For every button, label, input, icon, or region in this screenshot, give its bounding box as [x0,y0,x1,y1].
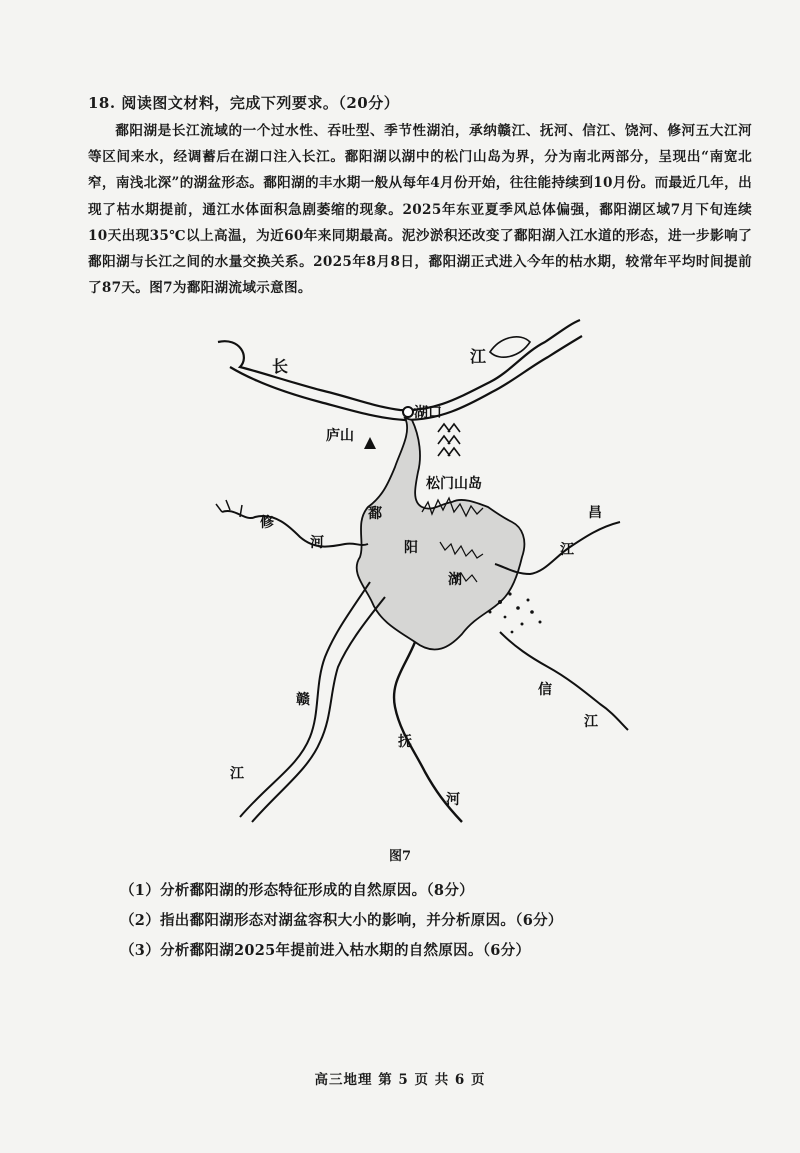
xin-river [500,632,628,730]
sub-question-1: （1）分析鄱阳湖的形态特征形成的自然原因。（8分） [120,882,474,899]
label-lushan: 庐山 [326,428,354,444]
label-hu: 湖 [448,572,462,588]
sub-question-3: （3）分析鄱阳湖2025年提前进入枯水期的自然原因。（6分） [120,942,531,959]
label-gan: 赣 [296,692,310,708]
label-songmen-island: 松门山岛 [426,476,482,492]
label-xin-jiang: 江 [584,714,598,730]
lushan-triangle [364,437,376,449]
label-chang-jiang: 江 [560,542,574,558]
mountain-symbols [438,424,460,456]
label-chang-east: 昌 [588,505,602,521]
sub-question-list [120,876,760,966]
gan-river-bank-2 [252,597,385,822]
page-footer: 高三地理 第 5 页 共 6 页 [314,1072,486,1088]
hukou-marker [403,407,413,417]
poyang-basin-map [200,312,660,832]
sub-question-2: （2）指出鄱阳湖形态对湖盆容积大小的影响，并分析原因。（6分） [120,912,563,929]
map-svg [200,312,660,832]
label-fu: 抚 [398,734,412,750]
label-fu-he: 河 [446,792,460,808]
label-chang: 长 [272,357,289,376]
label-xiu: 修 [260,515,274,531]
label-jiang-yangtze: 江 [470,347,487,366]
label-xin: 信 [538,682,552,698]
question-title: 18. 阅读图文材料，完成下列要求。（20分） [88,94,400,112]
label-yang: 阳 [404,540,418,556]
label-gan-jiang: 江 [230,766,244,782]
xiu-river [222,511,368,547]
material-paragraph: 鄱阳湖是长江流域的一个过水性、吞吐型、季节性湖泊，承纳赣江、抚河、信江、饶河、修河五大江河等区间来水，经调蓄后在湖口注入长江。鄱阳湖以湖中的松门山岛为界，分为南北两部分，呈现出“南宽北窄，南浅北深”的湖盆形态。鄱阳湖的丰水期一般从每年4月份开始，往往能持续到10月份。而最近几年，出现了枯水期提前，通江水体面积急剧萎缩的现象。2025年东亚夏季风总体偏强，鄱阳湖区域7月下旬连续10天出现35℃以上高温，为近60年来同期最高。泥沙淤积还改变了鄱阳湖入江水道的形态，进一步影响了鄱阳湖与长江之间的水量交换关系。2025年8月8日，鄱阳湖正式进入今年的枯水期，较常年平均时间提前了87天。图7为鄱阳湖流域示意图。 [88,123,752,297]
label-hukou: 湖口 [414,405,442,421]
label-xiu-he: 河 [310,535,324,551]
label-po: 鄱 [368,506,382,522]
figure-caption: 图7 [388,849,412,864]
yangtze-river-island [490,337,530,357]
